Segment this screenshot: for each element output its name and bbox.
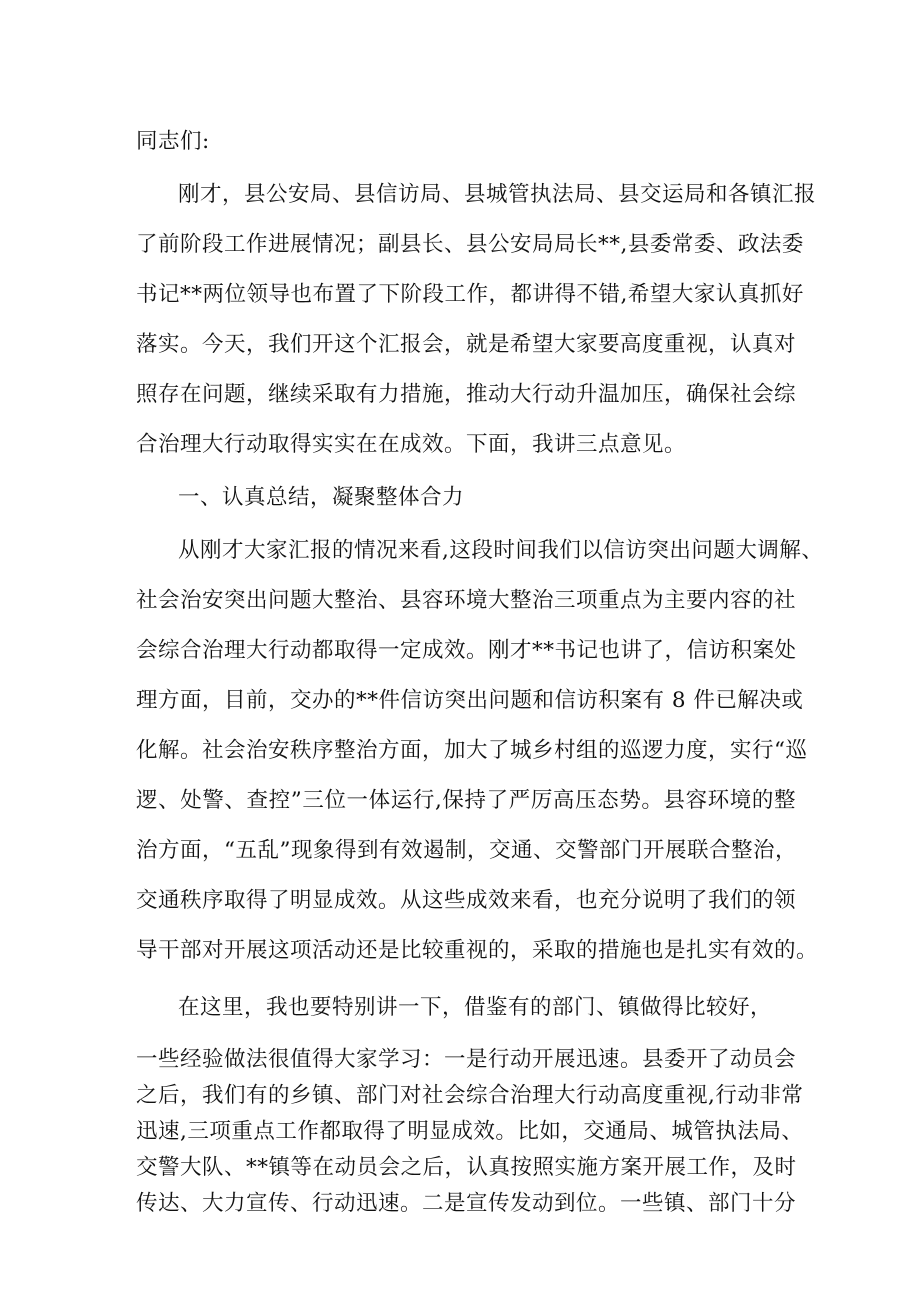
paragraph-3-line-6: 逻、处警、查控”三位一体运行,保持了严厉高压态势。县容环境的整 (136, 788, 796, 813)
paragraph-5-line-1: 一些经验做法很值得大家学习：一是行动开展迅速。县委开了动员会 (136, 1047, 797, 1072)
paragraph-5-line-3: 迅速,三项重点工作都取得了明显成效。比如，交通局、城管执法局、 (136, 1119, 804, 1144)
salutation: 同志们: (136, 129, 210, 154)
paragraph-1-line-1: 刚才，县公安局、县信访局、县城管执法局、县交运局和各镇汇报 (178, 182, 817, 207)
paragraph-4-line-1: 在这里，我也要特别讲一下，借鉴有的部门、镇做得比较好， (178, 995, 773, 1020)
paragraph-1-line-3: 书记**两位领导也布置了下阶段工作，都讲得不错,希望大家认真抓好 (136, 282, 804, 307)
paragraph-5-line-2: 之后，我们有的乡镇、部门对社会综合治理大行动高度重视,行动非常 (136, 1083, 804, 1108)
paragraph-5-line-5: 传达、大力宣传、行动迅速。二是宣传发动到位。一些镇、部门十分 (136, 1191, 797, 1216)
paragraph-3-line-3: 会综合治理大行动都取得一定成效。刚才**书记也讲了，信访积案处 (136, 638, 797, 663)
paragraph-3-line-4: 理方面，目前，交办的**件信访突出问题和信访积案有 8 件已解决或 (136, 688, 804, 713)
paragraph-1-line-6: 合治理大行动取得实实在在成效。下面，我讲三点意见。 (136, 432, 687, 457)
paragraph-3-line-9: 导干部对开展这项活动还是比较重视的，采取的措施也是扎实有效的。 (136, 938, 819, 963)
paragraph-3-line-7: 治方面，“五乱”现象得到有效遏制，交通、交警部门开展联合整治， (136, 838, 797, 863)
paragraph-1-line-4: 落实。今天，我们开这个汇报会，就是希望大家要高度重视，认真对 (136, 332, 797, 357)
paragraph-3-line-1: 从刚才大家汇报的情况来看,这段时间我们以信访突出问题大调解、 (178, 538, 824, 563)
paragraph-3-line-5: 化解。社会治安秩序整治方面，加大了城乡村组的巡逻力度，实行“巡 (136, 738, 808, 763)
paragraph-3-line-2: 社会治安突出问题大整治、县容环境大整治三项重点为主要内容的社 (136, 588, 797, 613)
paragraph-5-line-4: 交警大队、**镇等在动员会之后，认真按照实施方案开展工作，及时 (136, 1155, 797, 1180)
paragraph-1-line-5: 照存在问题，继续采取有力措施，推动大行动升温加压，确保社会综 (136, 382, 797, 407)
paragraph-3-line-8: 交通秩序取得了明显成效。从这些成效来看，也充分说明了我们的领 (136, 888, 797, 913)
paragraph-1-line-2: 了前阶段工作进展情况；副县长、县公安局局长**,县委常委、政法委 (136, 232, 804, 257)
section-heading-1: 一、认真总结，凝聚整体合力 (178, 485, 465, 510)
